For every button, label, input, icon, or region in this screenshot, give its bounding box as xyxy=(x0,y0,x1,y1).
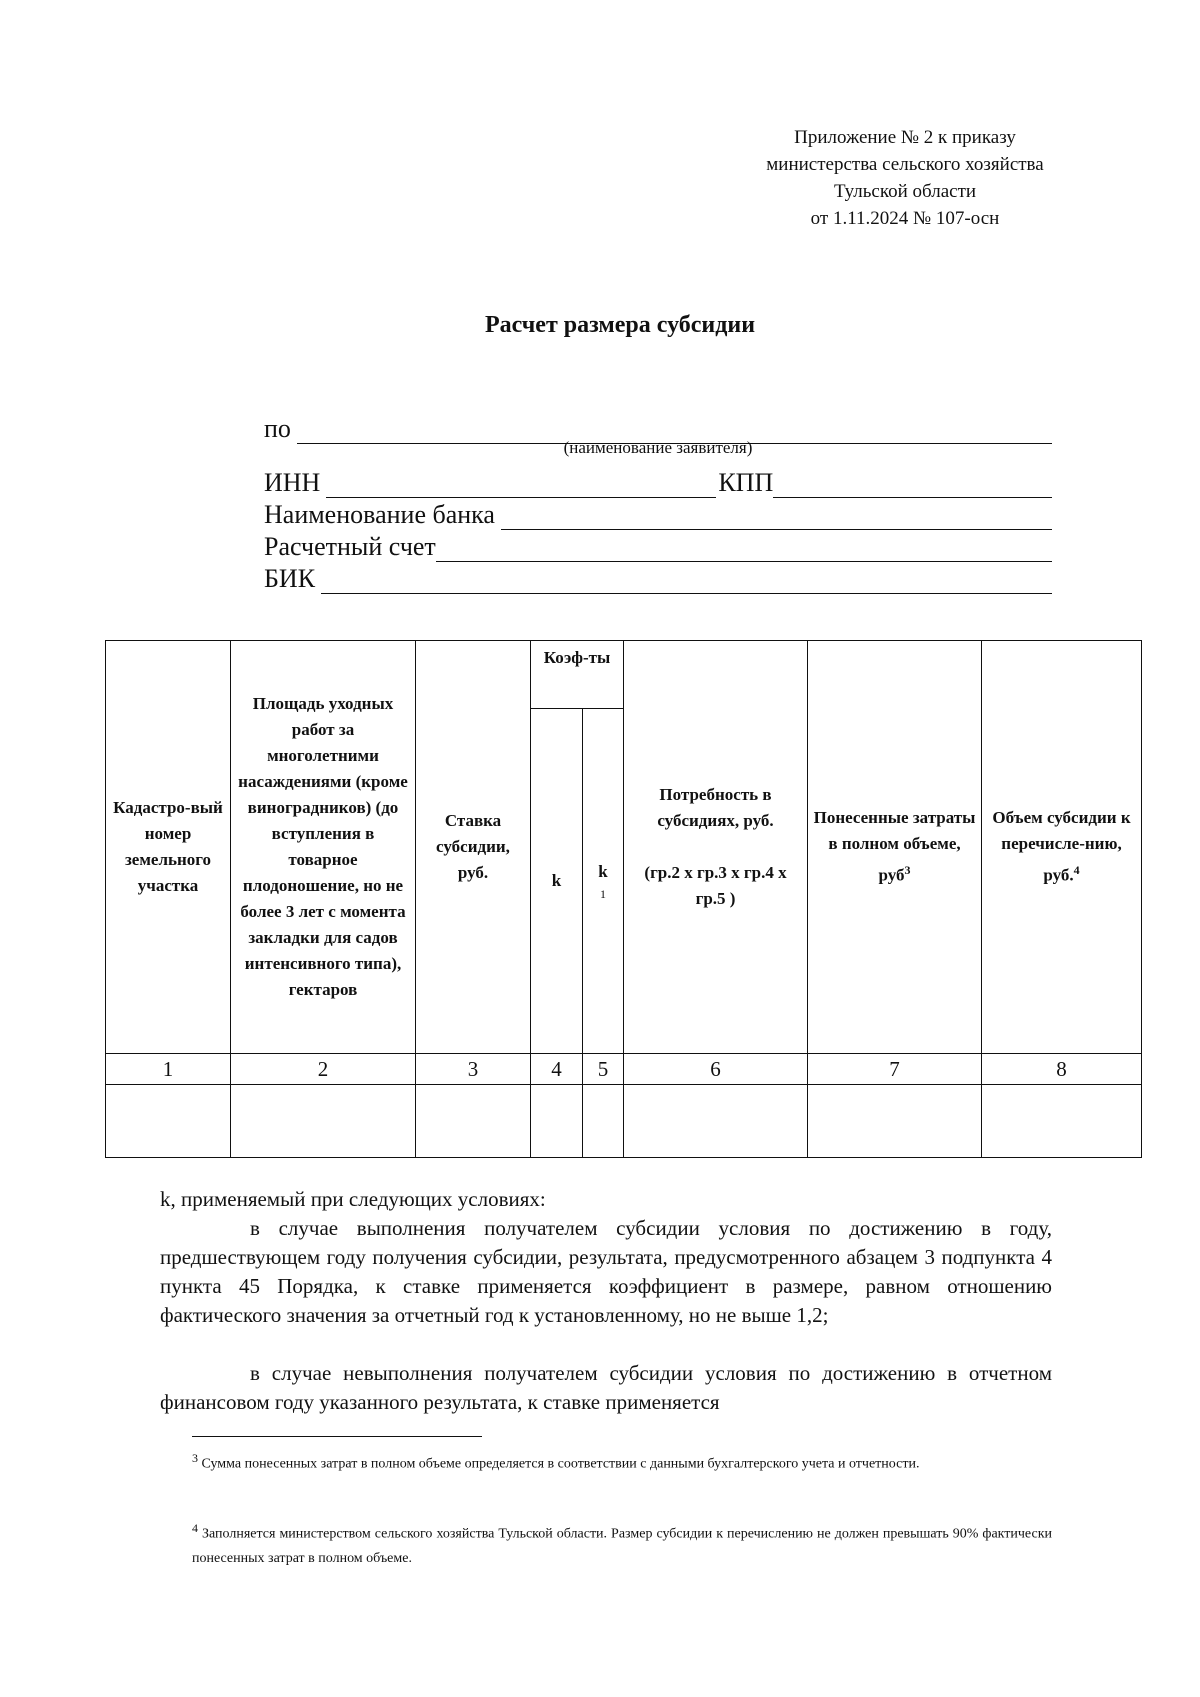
col-costs-header xyxy=(808,641,982,1054)
column-number: 6 xyxy=(624,1054,808,1085)
account-label: Расчетный счет xyxy=(264,532,436,561)
footnote-3 xyxy=(192,1446,1052,1477)
body-paragraph-1: k, применяемый при следующих условиях: xyxy=(160,1187,546,1211)
footnote-3-text: Сумма понесенных затрат в полном объеме определяется в соответствии с данными бухгалтерского учета и отчетности. xyxy=(201,1456,920,1472)
bank-field[interactable] xyxy=(501,505,1052,530)
body-paragraph-3: в случае невыполнения получателем субсидии условия по достижению в отчетном финансовом году указанного результата, к ставке применяется xyxy=(160,1361,1052,1414)
col-k1-header xyxy=(583,709,624,1054)
col-volume-text: Объем субсидии к перечисле-нию, руб. xyxy=(992,808,1131,885)
page-title: Расчет размера субсидии xyxy=(484,312,756,338)
header-line-3: Тульской области xyxy=(833,181,977,202)
coef-group-header: Коэф-ты xyxy=(531,641,624,709)
col-costs-text: Понесенные затраты в полном объеме, руб xyxy=(813,808,976,885)
account-field[interactable] xyxy=(436,537,1052,562)
cell-area[interactable] xyxy=(231,1085,416,1158)
column-number: 5 xyxy=(583,1054,624,1085)
cell-volume[interactable] xyxy=(982,1085,1142,1158)
column-number: 3 xyxy=(416,1054,531,1085)
col-volume-header xyxy=(982,641,1142,1054)
col-need-header xyxy=(624,641,808,1054)
column-number: 1 xyxy=(106,1054,231,1085)
col-k1-letter: k xyxy=(598,862,608,881)
column-number: 8 xyxy=(982,1054,1142,1085)
col-k1-subscript: 1 xyxy=(600,887,606,901)
bik-label: БИК xyxy=(264,564,316,593)
inn-label: ИНН xyxy=(264,468,321,497)
cell-rate[interactable] xyxy=(416,1085,531,1158)
footnote-3-mark: 3 xyxy=(192,1451,198,1465)
kpp-label: КПП xyxy=(718,468,774,497)
col-rate-header: Ставка субсидии, руб. xyxy=(416,641,531,1054)
bik-field[interactable] xyxy=(321,569,1052,594)
bank-label: Наименование банка xyxy=(264,500,495,529)
footnote-4 xyxy=(192,1516,1052,1571)
inn-field[interactable] xyxy=(326,473,716,498)
col-need-title: Потребность в субсидиях, руб. xyxy=(657,785,774,830)
footnote-divider xyxy=(192,1436,482,1437)
footnote-4-mark: 4 xyxy=(192,1521,198,1535)
account-row xyxy=(264,530,1052,562)
cell-need[interactable] xyxy=(624,1085,808,1158)
footnote-4-text: Заполняется министерством сельского хозяйства Тульской области. Размер субсидии к перечислению не должен превышать 90% фактически понесенных затрат в полном объеме. xyxy=(192,1526,1052,1566)
header-line-2: министерства сельского хозяйства xyxy=(766,154,1044,175)
col-need-formula: (гр.2 х гр.3 х гр.4 х гр.5 ) xyxy=(644,863,787,908)
column-number: 7 xyxy=(808,1054,982,1085)
header-line-4: от 1.11.2024 № 107-осн xyxy=(810,208,1000,229)
cell-cadastral[interactable] xyxy=(106,1085,231,1158)
column-number: 4 xyxy=(531,1054,583,1085)
col-k-header: k xyxy=(531,709,583,1054)
col-area-header: Площадь уходных работ за многолетними насаждениями (кроме виноградников) (до вступления в товарное плодоношение, но не более 3 лет с момента закладки для садов интенсивного типа), гектаров xyxy=(231,641,416,1054)
col-cadastral-header: Кадастро-вый номер земельного участка xyxy=(106,641,231,1054)
cell-k[interactable] xyxy=(531,1085,583,1158)
cell-costs[interactable] xyxy=(808,1085,982,1158)
footnote-ref-4: 4 xyxy=(1073,863,1080,878)
bik-row xyxy=(264,562,1052,594)
applicant-caption: (наименование заявителя) xyxy=(563,438,753,457)
appendix-header xyxy=(700,124,1110,232)
footnote-ref-3: 3 xyxy=(904,863,911,878)
column-number: 2 xyxy=(231,1054,416,1085)
header-line-1: Приложение № 2 к приказу xyxy=(794,127,1016,148)
kpp-field[interactable] xyxy=(773,473,1052,498)
body-paragraph-2: в случае выполнения получателем субсидии условия по достижению в году, предшествующем году получения субсидии, результата, предусмотренного абзацем 3 подпункта 4 пункта 45 Порядка, к ставке применяется коэффициент в размере, равном отношению фактического значения за отчетный год к установленному, но не выше 1,2; xyxy=(160,1216,1052,1327)
bank-row xyxy=(264,498,1052,530)
po-label: по xyxy=(264,414,291,443)
inn-kpp-row xyxy=(264,466,1052,498)
cell-k1[interactable] xyxy=(583,1085,624,1158)
subsidy-table xyxy=(105,640,1142,1158)
